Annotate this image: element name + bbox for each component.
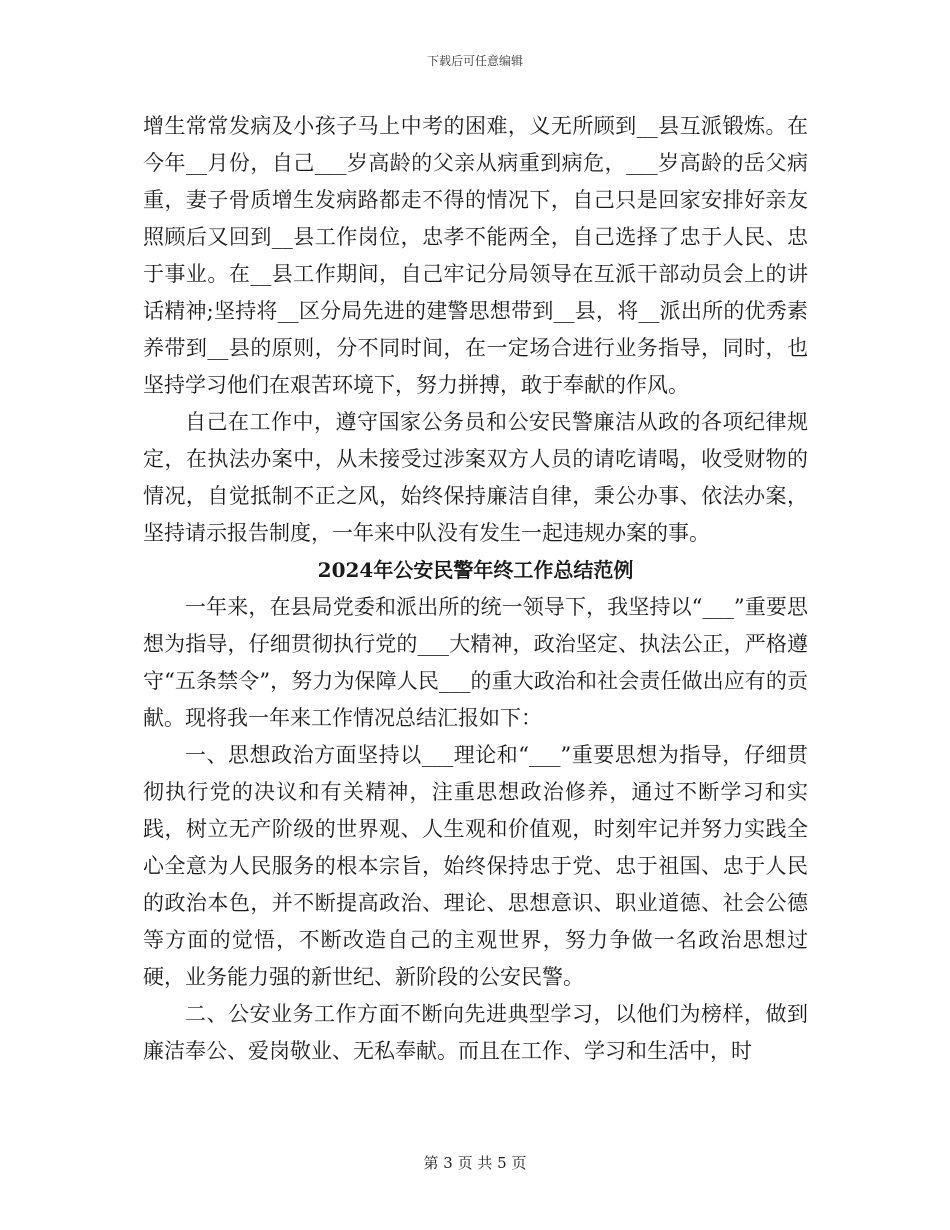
page-header: 下载后可任意编辑 <box>426 54 523 68</box>
paragraph-political: 一、思想政治方面坚持以___理论和“___”重要思想为指导，仔细贯彻执行党的决议和有关精神，注重思想政治修养，通过不断学习和实践，树立无产阶级的世界观、人生观和价值观，时刻牢记并努力实践全心全意为人民服务的根本宗旨，始终保持忠于党、忠于祖国、忠于人民的政治本色，并不断提高政治、理论、思想意识、职业道德、社会公德等方面的觉悟，不断改造自己的主观世界，努力争做一名政治思想过硬，业务能力强的新世纪、新阶段的公安民警。 <box>143 743 808 989</box>
paragraph-intro: 一年来，在县局党委和派出所的统一领导下，我坚持以“___”重要思想为指导，仔细贯彻执行党的___大精神，政治坚定、执法公正，严格遵守“五条禁令”，努力为保障人民___的重大政治和社会责任做出应有的贡献。现将我一年来工作情况总结汇报如下： <box>143 595 808 730</box>
page-footer: 第 3 页 共 5 页 <box>423 1154 527 1172</box>
section-title: 2024年公安民警年终工作总结范例 <box>317 558 634 582</box>
paragraph-discipline: 自己在工作中，遵守国家公务员和公安民警廉洁从政的各项纪律规定，在执法办案中，从未接受过涉案双方人员的请吃请喝，收受财物的情况，自觉抵制不正之风，始终保持廉洁自律，秉公办事、依法办案，坚持请示报告制度，一年来中队没有发生一起违规办案的事。 <box>143 410 808 545</box>
paragraph-continued: 增生常常发病及小孩子马上中考的困难，义无所顾到__县互派锻炼。在今年__月份，自己___岁高龄的父亲从病重到病危，___岁高龄的岳父病重，妻子骨质增生发病路都走不得的情况下，自己只是回家安排好亲友照顾后又回到__县工作岗位，忠孝不能两全，自己选择了忠于人民、忠于事业。在__县工作期间，自己牢记分局领导在互派干部动员会上的讲话精神;坚持将__区分局先进的建警思想带到__县，将__派出所的优秀素养带到__县的原则，分不同时间，在一定场合进行业务指导，同时，也坚持学习他们在艰苦环境下，努力拼搏，敢于奉献的作风。 <box>143 114 808 397</box>
document-body <box>143 108 808 1070</box>
paragraph-business: 二、公安业务工作方面不断向先进典型学习，以他们为榜样，做到廉洁奉公、爱岗敬业、无私奉献。而且在工作、学习和生活中，时 <box>143 1002 808 1063</box>
